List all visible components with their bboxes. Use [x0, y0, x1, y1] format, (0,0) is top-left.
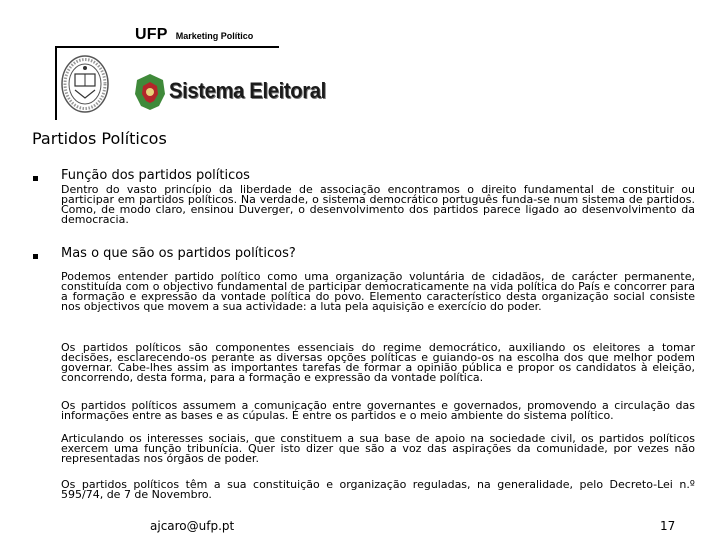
bullet-icon [33, 176, 38, 181]
section-heading: Função dos partidos políticos [61, 168, 250, 183]
section-paragraph: Os partidos políticos têm a sua constituição e organização reguladas, na generalidade, pelo Decreto-Lei n.º 595/74, de 7 de Novembro. [61, 478, 695, 501]
side-rule [55, 46, 57, 120]
section-paragraph: Os partidos políticos são componentes essenciais do regime democrático, auxiliando os eleitores a tomar decisões, esclarecendo-os perante as diversas opções políticas e guiando-os na escolha dos que melhor podem governar. Cabe-lhes assim as importantes tarefas de formar a opinião pública e propor os candidatos à eleição, concorrendo, desta forma, para a formação e expressão da vontade política. [61, 341, 695, 384]
section-paragraph: Podemos entender partido político como uma organização voluntária de cidadãos, de carácter permanente, constituída com o objectivo fundamental de participar democraticamente na vida política do País e concorrer para a formação e expressão da vontade política do povo. Elemento característico desta organização social consiste nos objectivos que movem a sua actividade: a luta pela aquisição e exercício do poder. [61, 270, 695, 313]
section-paragraph: Articulando os interesses sociais, que constituem a sua base de apoio na sociedade civil, os partidos políticos exercem uma função tribunícia. Quer isto dizer que são a voz das aspirações da comunidade, por vezes não representadas nos órgãos de poder. [61, 432, 695, 465]
header-subtitle: Marketing Político [175, 31, 254, 41]
slide-title: Partidos Políticos [32, 129, 167, 148]
header-brand: UFP [135, 26, 168, 43]
header [135, 24, 253, 44]
section-paragraph: Dentro do vasto princípio da liberdade de associação encontramos o direito fundamental de constituir ou participar em partidos políticos. Na verdade, o sistema democrático português funda-se num sistema de partidos. Como, de modo claro, ensinou Duverger, o desenvolvimento dos partidos parece ligado ao desenvolvimento da democracia. [61, 183, 695, 226]
university-seal-icon [60, 54, 110, 114]
section-paragraph: Os partidos políticos assumem a comunicação entre governantes e governados, promovendo a circulação das informações entre as bases e as cúpulas. É entre os partidos e o meio ambiente do sistema político. [61, 399, 695, 422]
logo-text: Sistema Eleitoral [169, 78, 326, 103]
header-rule [55, 46, 279, 48]
page-number: 17 [660, 519, 676, 533]
section-heading: Mas o que são os partidos políticos? [61, 246, 296, 261]
bullet-icon [33, 254, 38, 259]
emblem-icon [133, 72, 167, 112]
footer-email: ajcaro@ufp.pt [150, 519, 235, 533]
